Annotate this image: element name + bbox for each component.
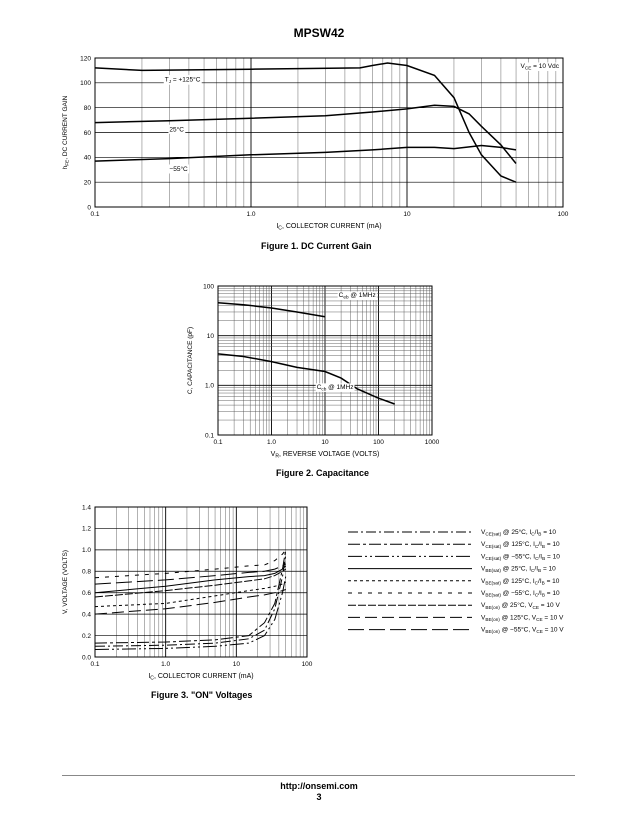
page-number: 3 — [316, 792, 322, 802]
x-tick-label: 1.0 — [246, 211, 256, 218]
y-tick-label: 0.8 — [81, 568, 91, 576]
series-line-6 — [95, 550, 286, 578]
x-tick-label: 10 — [232, 661, 240, 668]
annotation-label: −55°C — [169, 165, 188, 173]
series-line-1 — [95, 555, 286, 646]
footer-url: http://onsemi.com — [280, 781, 358, 791]
figure2-caption: Figure 2. Capacitance — [276, 468, 370, 478]
y-tick-label: 60 — [83, 129, 91, 137]
y-tick-label: 0 — [87, 204, 91, 212]
y-tick-label: 1.0 — [204, 382, 214, 390]
footer-divider — [62, 775, 575, 776]
x-tick-label: 0.1 — [90, 211, 100, 218]
y-tick-label: 0.0 — [81, 654, 91, 662]
legend-label-2: $V_{CE(sat)}$ @ 125°C, $I_C/I_B = 10$ — [481, 541, 560, 549]
y-tick-label: 20 — [83, 179, 91, 187]
y-tick-label: 80 — [83, 104, 91, 112]
series-line-2 — [95, 550, 286, 643]
series-line-9 — [95, 564, 286, 584]
y-tick-label: 1.2 — [81, 525, 91, 533]
series-line-8 — [95, 590, 286, 615]
y-tick-label: 100 — [80, 80, 91, 88]
x-tick-label: 100 — [301, 661, 313, 668]
figure1-caption: Figure 1. DC Current Gain — [261, 241, 372, 251]
y-tick-label: 1.4 — [81, 504, 91, 512]
annotation-label: 25°C — [169, 126, 184, 134]
annotation-label: $C_{eb}$ @ 1MHz — [338, 292, 376, 300]
x-tick-label: 1000 — [424, 439, 440, 446]
x-axis-label: $V_R$, REVERSE VOLTAGE (VOLTS) — [270, 451, 380, 460]
y-tick-label: 0.1 — [204, 432, 214, 440]
page-title: MPSW42 — [293, 26, 345, 40]
legend-label-6: $V_{BE(sat)}$ @ −55°C, $I_C/I_B = 10$ — [481, 590, 560, 598]
legend-label-5: $V_{BE(sat)}$ @ 125°C, $I_C/I_B = 10$ — [481, 577, 560, 586]
legend-label-8: $V_{BE(on)}$ @ 125°C, $V_{CE} = 10$ V — [481, 614, 564, 622]
x-tick-label: 10 — [321, 439, 329, 446]
annotation-label: $C_{cb}$ @ 1MHz — [316, 383, 354, 392]
y-axis-label: V, VOLTAGE (VOLTS) — [62, 549, 69, 615]
x-tick-label: 1.0 — [161, 661, 171, 668]
x-tick-label: 0.1 — [90, 661, 100, 668]
x-tick-label: 10 — [403, 211, 411, 218]
x-tick-label: 0.1 — [213, 439, 223, 446]
annotation-label: $V_{CE} = 10$ Vdc — [520, 62, 559, 71]
y-axis-label: C, CAPACITANCE (pF) — [187, 326, 194, 395]
y-tick-label: 10 — [206, 332, 214, 340]
x-tick-label: 1.0 — [266, 439, 277, 446]
legend-label-7: $V_{BE(on)}$ @ 25°C, $V_{CE} = 10$ V — [481, 602, 560, 610]
series-line-5 — [95, 582, 286, 607]
annotation-label: $T_J = +125^\circ C$ — [164, 76, 201, 85]
legend-label-9: $V_{BE(on)}$ @ −55°C, $V_{CE} = 10$ V — [481, 626, 564, 635]
x-axis-label: $I_C$, COLLECTOR CURRENT (mA) — [148, 673, 254, 682]
y-tick-label: 40 — [83, 154, 91, 162]
y-axis-label: $h_{FE}$, DC CURRENT GAIN — [62, 95, 70, 170]
y-tick-label: 0.6 — [81, 590, 91, 598]
y-tick-label: 100 — [203, 283, 214, 291]
legend-label-3: $V_{CE(sat)}$ @ −55°C, $I_C/I_B = 10$ — [481, 553, 560, 561]
x-tick-label: 100 — [373, 439, 384, 446]
y-tick-label: 1.0 — [81, 547, 91, 555]
legend-label-4: $V_{BE(sat)}$ @ 25°C, $I_C/I_B = 10$ — [481, 565, 556, 574]
legend-label-1: $V_{CE(sat)}$ @ 25°C, $I_C/I_B = 10$ — [481, 529, 557, 537]
y-tick-label: 0.2 — [81, 632, 91, 640]
y-tick-label: 120 — [80, 55, 91, 63]
x-axis-label: $I_C$, COLLECTOR CURRENT (mA) — [276, 223, 382, 232]
y-tick-label: 0.4 — [81, 611, 91, 619]
figure3-caption: Figure 3. "ON" Voltages — [151, 690, 253, 700]
x-tick-label: 100 — [557, 211, 569, 218]
